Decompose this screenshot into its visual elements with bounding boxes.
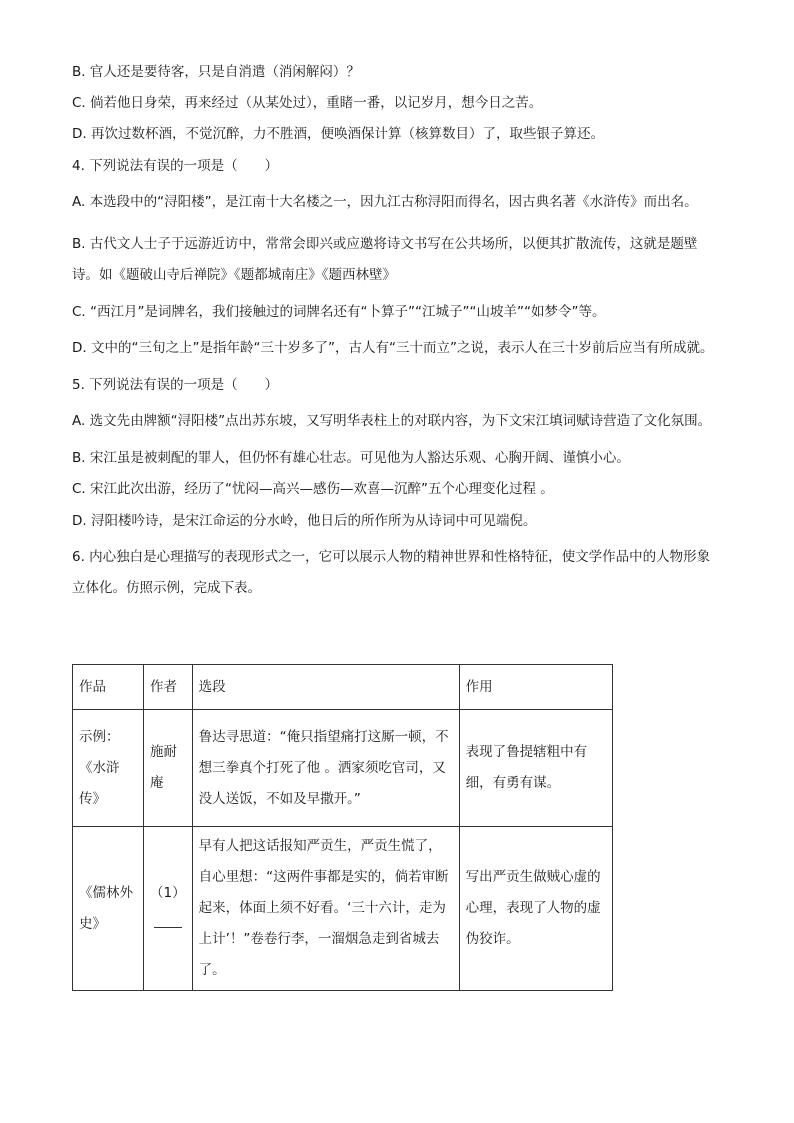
- option-5d: D. 浔阳楼吟诗，是宋江命运的分水岭，他日后的所作所为从诗词中可见端倪。: [72, 512, 537, 529]
- question-6-stem: 6. 内心独白是心理描写的表现形式之一，它可以展示人物的精神世界和性格特征，使文学作品中的人物形象立体化。仿照示例，完成下表。: [72, 548, 711, 596]
- table-header-row: [73, 665, 613, 710]
- header-work: 作品: [73, 665, 144, 710]
- option-5c: C. 宋江此次出游，经历了“忧闷—高兴—感伤—欢喜—沉醉”五个心理变化过程 。: [72, 481, 554, 498]
- answer-blank[interactable]: [150, 909, 186, 940]
- header-excerpt: 选段: [192, 665, 459, 710]
- row1-author: 施耐庵: [144, 710, 193, 827]
- option-4b: B. 古代文人士子于远游近访中，常常会即兴或应邀将诗文书写在公共场所，以便其扩散流传，这就是题壁诗。如《题破山寺后禅院》《题都城南庄》《题西林壁》: [72, 235, 698, 283]
- option-4a: A. 本选段中的“浔阳楼”，是江南十大名楼之一，因九江古称浔阳而得名，因古典名著《水浒传》而出名。: [72, 193, 698, 210]
- option-5b: B. 宋江虽是被刺配的罪人，但仍怀有雄心壮志。可见他为人豁达乐观、心胸开阔、谨慎小心。: [72, 450, 630, 467]
- row2-author-cell[interactable]: [144, 827, 193, 991]
- row2-excerpt: 早有人把这话报知严贡生，严贡生慌了，自心里想：“这两件事都是实的，倘若审断起来，体面上须不好看。‘三十六计，走为上计’！”卷卷行李，一溜烟急走到省城去了。: [192, 827, 459, 991]
- row1-work: 示例：《水浒传》: [73, 710, 144, 827]
- table-row: [73, 710, 613, 827]
- option-3d: D. 再饮过数杯酒，不觉沉醉，力不胜酒，便唤酒保计算（核算数目）了，取些银子算还。: [72, 126, 604, 143]
- row2-author: （1）: [150, 884, 186, 901]
- row1-excerpt: 鲁达寻思道：“俺只指望痛打这厮一顿，不想三拳真个打死了他 。洒家须吃官司，又没人送饭，不如及早撒开。”: [192, 710, 459, 827]
- option-5a: A. 选文先由牌额“浔阳楼”点出苏东坡，又写明华表柱上的对联内容，为下文宋江填词赋诗营造了文化氛围。: [72, 413, 712, 430]
- option-3b: B. 官人还是要待客，只是自消遣（消闲解闷）？: [72, 64, 360, 80]
- option-3c: C. 倘若他日身荣，再来经过（从某处过），重睹一番，以记岁月，想今日之苦。: [72, 95, 543, 112]
- header-effect: 作用: [459, 665, 612, 710]
- question-4-stem: 4. 下列说法有误的一项是（ ）: [72, 157, 279, 174]
- row2-effect: 写出严贡生做贼心虚的心理，表现了人物的虚伪狡诈。: [459, 827, 612, 991]
- option-4c: C. “西江月”是词牌名，我们接触过的词牌名还有“卜算子”“江城子”“山坡羊”“如梦令”等。: [72, 303, 606, 320]
- answer-table: [72, 664, 613, 991]
- question-5-stem: 5. 下列说法有误的一项是（ ）: [72, 376, 279, 393]
- question-text: [72, 62, 722, 604]
- row1-effect: 表现了鲁提辖粗中有细，有勇有谋。: [459, 710, 612, 827]
- option-4d: D. 文中的“三旬之上”是指年龄“三十岁多了”，古人有“三十而立”之说，表示人在三十岁前后应当有所成就。: [72, 339, 714, 356]
- table-row: [73, 827, 613, 991]
- row2-work: 《儒林外史》: [73, 827, 144, 991]
- header-author: 作者: [144, 665, 193, 710]
